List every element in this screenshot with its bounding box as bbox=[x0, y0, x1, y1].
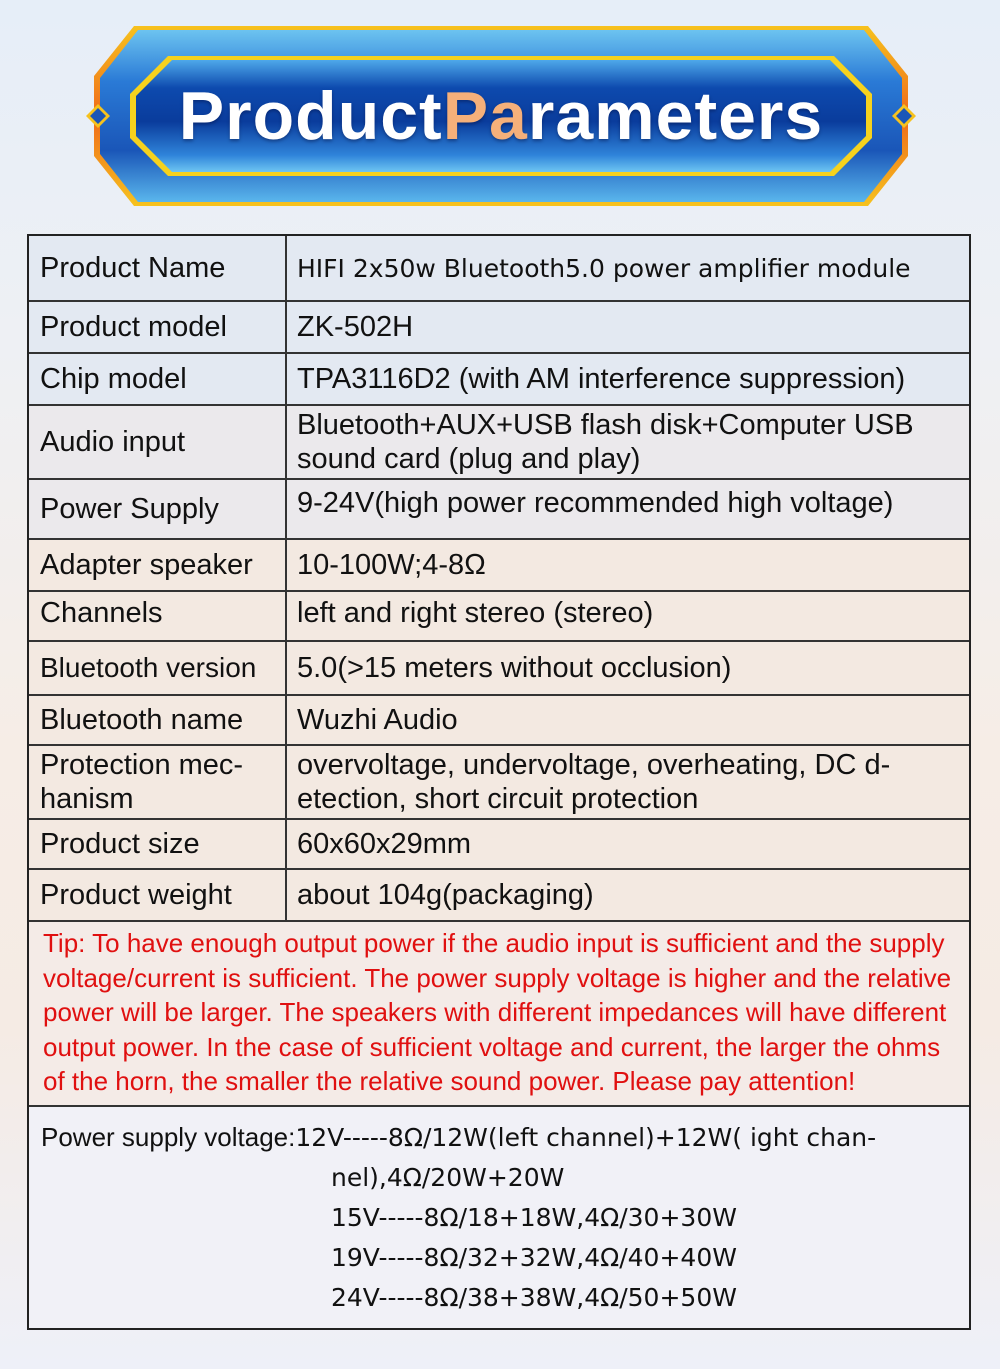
spec-row-protection bbox=[29, 746, 969, 820]
spec-label: Adapter speaker bbox=[29, 540, 287, 590]
spec-value: overvoltage, undervoltage, overheating, DC d-etection, short circuit protection bbox=[297, 749, 891, 815]
spec-value: 5.0(>15 meters without occlusion) bbox=[297, 652, 732, 684]
spec-row-bluetooth-name bbox=[29, 696, 969, 746]
spec-value: ZK-502H bbox=[297, 311, 414, 343]
spec-value: 9-24V(high power recommended high voltage) bbox=[297, 487, 894, 519]
voltage-line-24v: 24V-----8Ω/38+38W,4Ω/50+50W bbox=[331, 1282, 737, 1312]
spec-label: Bluetooth version bbox=[29, 642, 287, 694]
spec-row-audio-input bbox=[29, 406, 969, 480]
spec-label: Product size bbox=[29, 820, 287, 868]
title-text-part1: Product bbox=[178, 78, 443, 154]
spec-value: Bluetooth+AUX+USB flash disk+Computer USB sound card (plug and play) bbox=[297, 409, 914, 475]
spec-row-adapter-speaker bbox=[29, 540, 969, 592]
voltage-label: Power supply voltage: bbox=[41, 1121, 296, 1152]
spec-value: left and right stereo (stereo) bbox=[297, 597, 654, 629]
spec-label: Product weight bbox=[29, 870, 287, 920]
spec-value: 60x60x29mm bbox=[297, 828, 472, 860]
voltage-line-15v: 15V-----8Ω/18+18W,4Ω/30+30W bbox=[331, 1202, 737, 1232]
title-banner bbox=[86, 26, 916, 206]
voltage-line-19v: 19V-----8Ω/32+32W,4Ω/40+40W bbox=[331, 1242, 737, 1272]
spec-label: Audio input bbox=[29, 406, 287, 478]
spec-value: Wuzhi Audio bbox=[297, 704, 458, 736]
spec-label: Chip model bbox=[29, 354, 287, 404]
spec-row-product-weight bbox=[29, 870, 969, 922]
voltage-line-12v-part1: Power supply voltage:12V-----8Ω/12W(left channel)+12W( ight chan- bbox=[41, 1121, 877, 1152]
spec-row-bluetooth-version bbox=[29, 642, 969, 696]
title-text-accent: Pa bbox=[442, 78, 528, 154]
spec-row-product-model bbox=[29, 302, 969, 354]
spec-row-chip-model bbox=[29, 354, 969, 406]
spec-row-product-name bbox=[29, 236, 969, 302]
spec-value: 10-100W;4-8Ω bbox=[297, 549, 486, 581]
spec-label: Product model bbox=[29, 302, 287, 352]
page-title bbox=[86, 26, 916, 206]
spec-label: Channels bbox=[29, 592, 287, 640]
spec-value: HIFI 2x50w Bluetooth5.0 power amplifier module bbox=[297, 254, 911, 283]
spec-value: about 104g(packaging) bbox=[297, 879, 594, 911]
spec-label: Power Supply bbox=[29, 480, 287, 538]
tip-note: Tip: To have enough output power if the audio input is sufficient and the supply voltage/current is sufficient. The power supply voltage is higher and the relative power will be larger. The speakers with different impedances will have different output power. In the case of sufficient voltage and current, the larger the ohms of the horn, the smaller the relative sound power. Please pay attention! bbox=[29, 922, 969, 1107]
spec-row-channels bbox=[29, 592, 969, 642]
spec-row-power-supply bbox=[29, 480, 969, 540]
spec-label: Product Name bbox=[29, 236, 287, 300]
spec-value: TPA3116D2 (with AM interference suppression) bbox=[297, 363, 906, 395]
spec-label: Bluetooth name bbox=[29, 696, 287, 744]
title-text-part2: rameters bbox=[527, 78, 824, 154]
power-supply-voltage-table bbox=[29, 1107, 969, 1328]
spec-label: Protection mec-hanism bbox=[29, 746, 287, 818]
spec-row-product-size bbox=[29, 820, 969, 870]
voltage-line-12v-part2: nel),4Ω/20W+20W bbox=[331, 1162, 565, 1192]
spec-table bbox=[27, 234, 971, 1330]
